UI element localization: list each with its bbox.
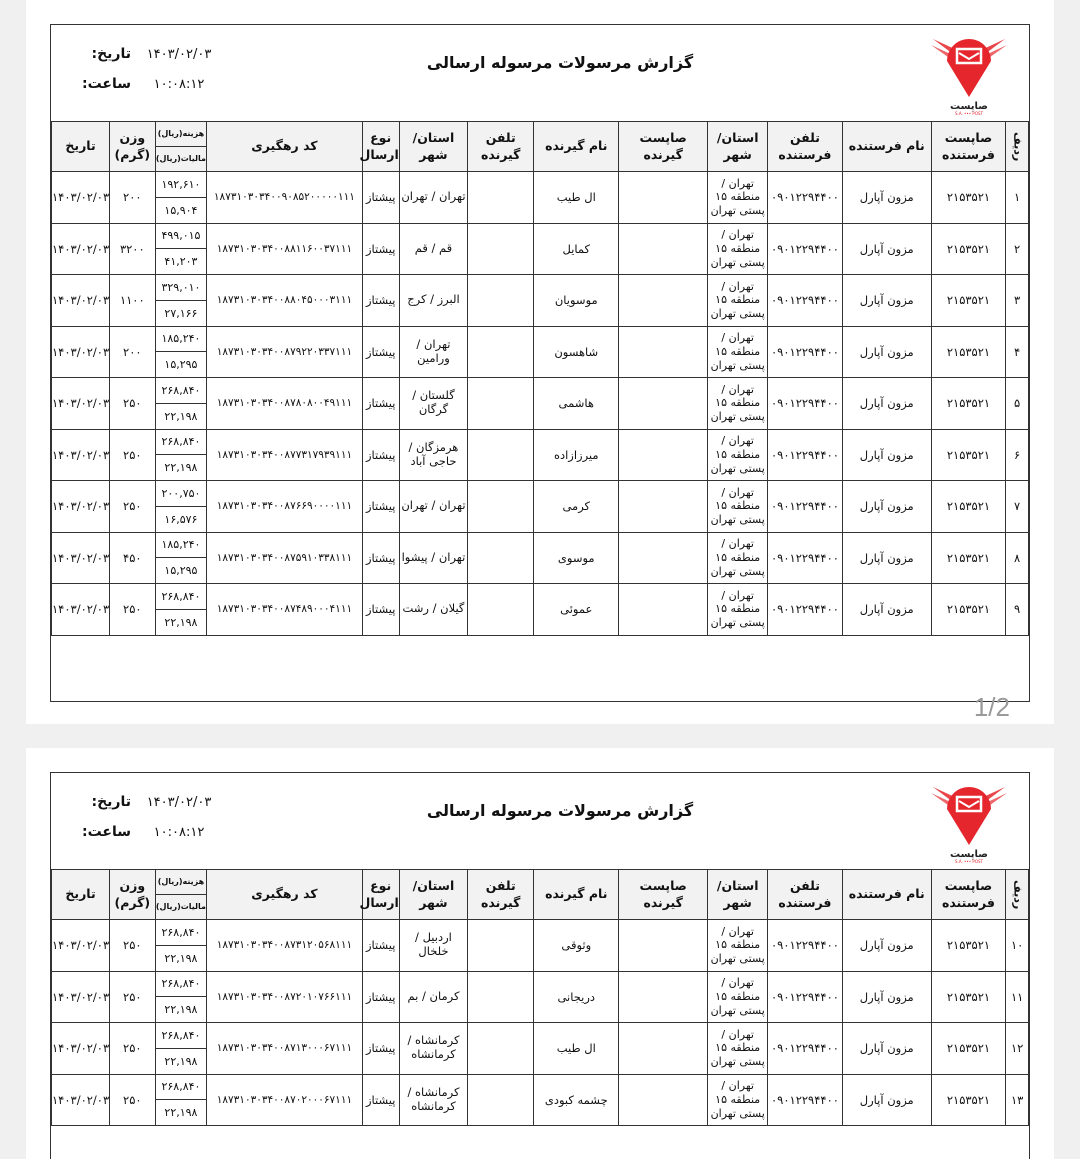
cell-sender-code: ۲۱۵۳۵۲۱	[931, 481, 1006, 533]
cell-receiver-loc: کرمانشاه / کرمانشاه	[399, 1074, 467, 1126]
cell-receiver-phone	[468, 584, 534, 636]
table-row[interactable]	[52, 920, 1029, 972]
cell-receiver-loc: البرز / کرج	[399, 275, 467, 327]
cell-sender-phone: ۰۹۰۱۲۲۹۴۴۰۰	[768, 920, 843, 972]
cell-radif: ۲	[1006, 223, 1029, 275]
table-header-row	[52, 122, 1029, 172]
cell-date: ۱۴۰۳/۰۲/۰۳	[52, 378, 110, 430]
cell-radif: ۳	[1006, 275, 1029, 327]
cell-weight: ۱۱۰۰	[110, 275, 156, 327]
cell-receiver-phone	[468, 1074, 534, 1126]
cell-cost: ۲۶۸,۸۴۰	[161, 977, 201, 991]
cell-cost-tax	[155, 971, 207, 1023]
cell-cost: ۲۶۸,۸۴۰	[161, 1028, 201, 1042]
header-weight: وزن (گرم)	[110, 122, 156, 172]
cell-receiver-name: عموئی	[534, 584, 619, 636]
cell-sender-loc: تهران / منطقه ۱۵ پستی تهران	[708, 326, 768, 378]
cell-tax: ۲۷,۱۶۶	[156, 300, 207, 326]
header-weight: وزن (گرم)	[110, 870, 156, 920]
cell-sender-loc: تهران / منطقه ۱۵ پستی تهران	[708, 920, 768, 972]
cell-cost: ۴۹۹,۰۱۵	[161, 229, 201, 243]
header-tax: مالیات(ریال)	[156, 894, 207, 919]
table-row[interactable]	[52, 1074, 1029, 1126]
cell-receiver-name: وثوقی	[534, 920, 619, 972]
cell-receiver-code	[619, 275, 708, 327]
cell-sender-loc: تهران / منطقه ۱۵ پستی تهران	[708, 1074, 768, 1126]
date-value: ۱۴۰۳/۰۲/۰۳	[146, 46, 212, 62]
cell-tracking[interactable]: ۱۸۷۳۱۰۳۰۳۴۰۰۸۷۷۳۱۷۹۳۹۱۱۱	[207, 429, 362, 481]
cell-sender-loc: تهران / منطقه ۱۵ پستی تهران	[708, 1023, 768, 1075]
cell-receiver-code	[619, 532, 708, 584]
cell-cost-tax	[155, 1023, 207, 1075]
cell-sender-phone: ۰۹۰۱۲۲۹۴۴۰۰	[768, 1023, 843, 1075]
cell-receiver-phone	[468, 378, 534, 430]
cell-tax: ۲۲,۱۹۸	[156, 1099, 207, 1125]
cell-sender-phone: ۰۹۰۱۲۲۹۴۴۰۰	[768, 971, 843, 1023]
header-sender-code: صاپست فرستنده	[931, 870, 1006, 920]
cell-send-type: پیشتاز	[362, 584, 399, 636]
report-header	[51, 25, 1029, 121]
table-row[interactable]	[52, 326, 1029, 378]
table-row[interactable]	[52, 971, 1029, 1023]
shipments-table	[51, 121, 1029, 636]
cell-weight: ۲۵۰	[110, 971, 156, 1023]
svg-text:S.A. ••• POST: S.A. ••• POST	[955, 859, 983, 863]
cell-receiver-code	[619, 1023, 708, 1075]
cell-sender-code: ۲۱۵۳۵۲۱	[931, 429, 1006, 481]
header-tracking: کد رهگیری	[207, 870, 362, 920]
cell-receiver-loc: گیلان / رشت	[399, 584, 467, 636]
cell-sender-name: مزون آپارل	[842, 1074, 931, 1126]
cell-weight: ۲۵۰	[110, 429, 156, 481]
cell-date: ۱۴۰۳/۰۲/۰۳	[52, 223, 110, 275]
cell-receiver-phone	[468, 429, 534, 481]
report-meta	[69, 39, 227, 99]
svg-text:صاپست: صاپست	[950, 849, 988, 860]
cell-sender-phone: ۰۹۰۱۲۲۹۴۴۰۰	[768, 275, 843, 327]
header-receiver-code: صاپست گیرنده	[619, 122, 708, 172]
header-sender-loc: استان/ شهر	[708, 870, 768, 920]
header-receiver-name: نام گیرنده	[534, 870, 619, 920]
cell-date: ۱۴۰۳/۰۲/۰۳	[52, 1023, 110, 1075]
page-indicator: 1/2	[973, 692, 1010, 722]
cell-tracking[interactable]: ۱۸۷۳۱۰۳۰۳۴۰۰۸۷۹۲۲۰۳۳۷۱۱۱	[207, 326, 362, 378]
cell-send-type: پیشتاز	[362, 172, 399, 224]
cell-date: ۱۴۰۳/۰۲/۰۳	[52, 1074, 110, 1126]
table-row[interactable]	[52, 1023, 1029, 1075]
cell-cost: ۳۲۹,۰۱۰	[161, 280, 201, 294]
cell-tracking[interactable]: ۱۸۷۳۱۰۳۰۳۴۰۰۸۷۵۹۱۰۳۳۸۱۱۱	[207, 532, 362, 584]
cell-cost-tax	[155, 326, 207, 378]
cell-cost-tax	[155, 429, 207, 481]
cell-send-type: پیشتاز	[362, 378, 399, 430]
cell-cost: ۲۶۸,۸۴۰	[161, 383, 201, 397]
cell-receiver-code	[619, 920, 708, 972]
cell-send-type: پیشتاز	[362, 532, 399, 584]
cell-tax: ۱۵,۲۹۵	[156, 351, 207, 377]
cell-cost-tax	[155, 1074, 207, 1126]
cell-tax: ۲۲,۱۹۸	[156, 945, 207, 971]
cell-sender-code: ۲۱۵۳۵۲۱	[931, 172, 1006, 224]
cell-cost: ۲۰۰,۷۵۰	[161, 486, 201, 500]
cell-sender-code: ۲۱۵۳۵۲۱	[931, 223, 1006, 275]
cell-sender-name: مزون آپارل	[842, 326, 931, 378]
cell-sender-phone: ۰۹۰۱۲۲۹۴۴۰۰	[768, 1074, 843, 1126]
cell-radif: ۱۳	[1006, 1074, 1029, 1126]
header-receiver-phone: تلفن گیرنده	[468, 122, 534, 172]
cell-cost: ۲۶۸,۸۴۰	[161, 589, 201, 603]
cell-tracking[interactable]: ۱۸۷۳۱۰۳۰۳۴۰۰۸۷۰۲۰۰۰۶۷۱۱۱	[207, 1074, 362, 1126]
cell-sender-loc: تهران / منطقه ۱۵ پستی تهران	[708, 223, 768, 275]
table-row[interactable]	[52, 275, 1029, 327]
cell-send-type: پیشتاز	[362, 1023, 399, 1075]
cell-sender-loc: تهران / منطقه ۱۵ پستی تهران	[708, 378, 768, 430]
cell-sender-name: مزون آپارل	[842, 481, 931, 533]
cell-receiver-phone	[468, 172, 534, 224]
cell-receiver-code	[619, 172, 708, 224]
cell-tax: ۴۱,۲۰۳	[156, 248, 207, 274]
cell-date: ۱۴۰۳/۰۲/۰۳	[52, 275, 110, 327]
cell-receiver-loc: تهران / ورامین	[399, 326, 467, 378]
cell-receiver-code	[619, 326, 708, 378]
cell-cost: ۲۶۸,۸۴۰	[161, 925, 201, 939]
cell-sender-code: ۲۱۵۳۵۲۱	[931, 326, 1006, 378]
cell-sender-loc: تهران / منطقه ۱۵ پستی تهران	[708, 971, 768, 1023]
cell-date: ۱۴۰۳/۰۲/۰۳	[52, 920, 110, 972]
header-tax: مالیات(ریال)	[156, 146, 207, 171]
cell-sender-loc: تهران / منطقه ۱۵ پستی تهران	[708, 429, 768, 481]
header-cost: هزینه(ریال)	[157, 876, 205, 886]
cell-receiver-code	[619, 481, 708, 533]
cell-weight: ۲۵۰	[110, 1023, 156, 1075]
cell-cost: ۲۶۸,۸۴۰	[161, 1080, 201, 1094]
cell-receiver-loc: کرمانشاه / کرمانشاه	[399, 1023, 467, 1075]
cell-sender-loc: تهران / منطقه ۱۵ پستی تهران	[708, 532, 768, 584]
cell-tax: ۱۵,۹۰۴	[156, 197, 207, 223]
shipments-table	[51, 869, 1029, 1126]
header-date: تاریخ	[52, 122, 110, 172]
cell-receiver-code	[619, 971, 708, 1023]
cell-radif: ۵	[1006, 378, 1029, 430]
cell-receiver-name: کمایل	[534, 223, 619, 275]
cell-weight: ۲۵۰	[110, 481, 156, 533]
table-row[interactable]	[52, 481, 1029, 533]
table-row[interactable]	[52, 223, 1029, 275]
cell-receiver-code	[619, 429, 708, 481]
cell-tracking[interactable]: ۱۸۷۳۱۰۳۰۳۴۰۰۸۷۳۱۲۰۵۶۸۱۱۱	[207, 920, 362, 972]
cell-tracking[interactable]: ۱۸۷۳۱۰۳۰۳۴۰۰۸۸۰۴۵۰۰۰۳۱۱۱	[207, 275, 362, 327]
cell-receiver-loc: کرمان / بم	[399, 971, 467, 1023]
cell-sender-name: مزون آپارل	[842, 532, 931, 584]
cell-cost: ۱۸۵,۲۴۰	[161, 332, 201, 346]
cell-radif: ۱	[1006, 172, 1029, 224]
cell-receiver-loc: گلستان / گرگان	[399, 378, 467, 430]
cell-tracking[interactable]: ۱۸۷۳۱۰۳۰۳۴۰۰۸۸۱۱۶۰۰۳۷۱۱۱	[207, 223, 362, 275]
cell-sender-phone: ۰۹۰۱۲۲۹۴۴۰۰	[768, 584, 843, 636]
cell-radif: ۱۰	[1006, 920, 1029, 972]
cell-weight: ۲۵۰	[110, 378, 156, 430]
cell-tracking[interactable]: ۱۸۷۳۱۰۳۰۳۴۰۰۹۰۸۵۲۰۰۰۰۰۱۱۱	[207, 172, 362, 224]
svg-text:S.A. ••• POST: S.A. ••• POST	[955, 111, 983, 115]
header-send-type: نوع ارسال	[362, 122, 399, 172]
report-header	[51, 773, 1029, 869]
cell-date: ۱۴۰۳/۰۲/۰۳	[52, 429, 110, 481]
header-receiver-name: نام گیرنده	[534, 122, 619, 172]
header-tracking: کد رهگیری	[207, 122, 362, 172]
report-page-1	[26, 0, 1054, 724]
cell-send-type: پیشتاز	[362, 326, 399, 378]
header-sender-loc: استان/ شهر	[708, 122, 768, 172]
cell-send-type: پیشتاز	[362, 920, 399, 972]
cell-cost-tax	[155, 481, 207, 533]
sapost-logo	[929, 31, 1009, 115]
cell-tax: ۱۶,۵۷۶	[156, 506, 207, 532]
header-cost: هزینه(ریال)	[157, 128, 205, 138]
cell-sender-name: مزون آپارل	[842, 429, 931, 481]
cell-weight: ۲۵۰	[110, 1074, 156, 1126]
cell-receiver-name: کرمی	[534, 481, 619, 533]
cell-receiver-loc: هرمزگان / حاجی آباد	[399, 429, 467, 481]
cell-receiver-code	[619, 223, 708, 275]
header-sender-phone: تلفن فرستنده	[768, 122, 843, 172]
cell-sender-loc: تهران / منطقه ۱۵ پستی تهران	[708, 584, 768, 636]
cell-sender-phone: ۰۹۰۱۲۲۹۴۴۰۰	[768, 532, 843, 584]
sapost-logo	[929, 779, 1009, 863]
cell-receiver-loc: اردبیل / خلخال	[399, 920, 467, 972]
date-label: تاریخ:	[91, 794, 131, 810]
report-frame	[50, 24, 1030, 702]
cell-sender-loc: تهران / منطقه ۱۵ پستی تهران	[708, 275, 768, 327]
cell-date: ۱۴۰۳/۰۲/۰۳	[52, 532, 110, 584]
cell-receiver-name: میرزازاده	[534, 429, 619, 481]
cell-sender-code: ۲۱۵۳۵۲۱	[931, 378, 1006, 430]
cell-sender-name: مزون آپارل	[842, 223, 931, 275]
table-header-row	[52, 870, 1029, 920]
header-radif: ردیف	[1006, 870, 1029, 920]
cell-receiver-loc: تهران / پیشوا	[399, 532, 467, 584]
cell-send-type: پیشتاز	[362, 481, 399, 533]
cell-tax: ۲۲,۱۹۸	[156, 609, 207, 635]
cell-sender-phone: ۰۹۰۱۲۲۹۴۴۰۰	[768, 326, 843, 378]
cell-sender-name: مزون آپارل	[842, 172, 931, 224]
header-sender-code: صاپست فرستنده	[931, 122, 1006, 172]
cell-receiver-name: ال طیب	[534, 172, 619, 224]
cell-receiver-code	[619, 1074, 708, 1126]
header-sender-name: نام فرستنده	[842, 122, 931, 172]
cell-receiver-phone	[468, 481, 534, 533]
cell-sender-name: مزون آپارل	[842, 971, 931, 1023]
report-page-2	[26, 748, 1054, 1159]
cell-cost-tax	[155, 275, 207, 327]
cell-sender-phone: ۰۹۰۱۲۲۹۴۴۰۰	[768, 481, 843, 533]
cell-tracking[interactable]: ۱۸۷۳۱۰۳۰۳۴۰۰۸۷۱۳۰۰۰۶۷۱۱۱	[207, 1023, 362, 1075]
cell-send-type: پیشتاز	[362, 223, 399, 275]
cell-sender-phone: ۰۹۰۱۲۲۹۴۴۰۰	[768, 429, 843, 481]
cell-cost-tax	[155, 378, 207, 430]
header-radif: ردیف	[1006, 122, 1029, 172]
cell-weight: ۳۲۰۰	[110, 223, 156, 275]
cell-sender-phone: ۰۹۰۱۲۲۹۴۴۰۰	[768, 223, 843, 275]
cell-weight: ۲۵۰	[110, 584, 156, 636]
cell-sender-code: ۲۱۵۳۵۲۱	[931, 584, 1006, 636]
cell-sender-code: ۲۱۵۳۵۲۱	[931, 971, 1006, 1023]
cell-cost: ۱۹۲,۶۱۰	[161, 177, 201, 191]
header-sender-name: نام فرستنده	[842, 870, 931, 920]
cell-date: ۱۴۰۳/۰۲/۰۳	[52, 326, 110, 378]
header-receiver-loc: استان/ شهر	[399, 870, 467, 920]
cell-sender-name: مزون آپارل	[842, 378, 931, 430]
time-value: ۱۰:۰۸:۱۲	[153, 824, 205, 840]
cell-sender-loc: تهران / منطقه ۱۵ پستی تهران	[708, 172, 768, 224]
header-send-type: نوع ارسال	[362, 870, 399, 920]
report-meta	[69, 787, 227, 847]
cell-receiver-phone	[468, 532, 534, 584]
cell-weight: ۲۰۰	[110, 326, 156, 378]
table-row[interactable]	[52, 172, 1029, 224]
cell-sender-phone: ۰۹۰۱۲۲۹۴۴۰۰	[768, 378, 843, 430]
cell-cost-tax	[155, 223, 207, 275]
cell-tracking[interactable]: ۱۸۷۳۱۰۳۰۳۴۰۰۸۷۸۰۸۰۰۴۹۱۱۱	[207, 378, 362, 430]
cell-receiver-name: موسویان	[534, 275, 619, 327]
cell-radif: ۴	[1006, 326, 1029, 378]
cell-cost: ۲۶۸,۸۴۰	[161, 435, 201, 449]
cell-receiver-phone	[468, 920, 534, 972]
cell-sender-code: ۲۱۵۳۵۲۱	[931, 920, 1006, 972]
header-date: تاریخ	[52, 870, 110, 920]
report-title: گزارش مرسولات مرسوله ارسالی	[426, 801, 694, 820]
cell-receiver-phone	[468, 223, 534, 275]
cell-cost-tax	[155, 172, 207, 224]
cell-receiver-phone	[468, 1023, 534, 1075]
cell-receiver-name: شاهسون	[534, 326, 619, 378]
svg-text:صاپست: صاپست	[950, 101, 988, 112]
cell-receiver-name: ال طیب	[534, 1023, 619, 1075]
cell-sender-name: مزون آپارل	[842, 1023, 931, 1075]
header-cost-tax	[155, 122, 207, 172]
cell-sender-name: مزون آپارل	[842, 275, 931, 327]
header-receiver-code: صاپست گیرنده	[619, 870, 708, 920]
cell-radif: ۶	[1006, 429, 1029, 481]
header-cost-tax	[155, 870, 207, 920]
cell-tracking[interactable]: ۱۸۷۳۱۰۳۰۳۴۰۰۸۷۲۰۱۰۷۶۶۱۱۱	[207, 971, 362, 1023]
time-value: ۱۰:۰۸:۱۲	[153, 76, 205, 92]
cell-receiver-phone	[468, 275, 534, 327]
cell-tax: ۲۲,۱۹۸	[156, 454, 207, 480]
time-label: ساعت:	[81, 76, 131, 92]
cell-cost-tax	[155, 920, 207, 972]
cell-sender-name: مزون آپارل	[842, 584, 931, 636]
cell-cost-tax	[155, 584, 207, 636]
header-sender-phone: تلفن فرستنده	[768, 870, 843, 920]
cell-receiver-name: هاشمی	[534, 378, 619, 430]
cell-send-type: پیشتاز	[362, 429, 399, 481]
cell-receiver-phone	[468, 326, 534, 378]
cell-receiver-name: دریجانی	[534, 971, 619, 1023]
report-title: گزارش مرسولات مرسوله ارسالی	[426, 53, 694, 72]
cell-receiver-phone	[468, 971, 534, 1023]
cell-weight: ۲۵۰	[110, 920, 156, 972]
cell-receiver-code	[619, 584, 708, 636]
cell-receiver-name: موسوی	[534, 532, 619, 584]
cell-receiver-loc: تهران / تهران	[399, 481, 467, 533]
cell-tax: ۲۲,۱۹۸	[156, 996, 207, 1022]
header-receiver-phone: تلفن گیرنده	[468, 870, 534, 920]
cell-date: ۱۴۰۳/۰۲/۰۳	[52, 481, 110, 533]
cell-radif: ۸	[1006, 532, 1029, 584]
cell-tax: ۱۵,۲۹۵	[156, 557, 207, 583]
cell-receiver-loc: قم / قم	[399, 223, 467, 275]
cell-receiver-loc: تهران / تهران	[399, 172, 467, 224]
cell-tax: ۲۲,۱۹۸	[156, 1048, 207, 1074]
table-row[interactable]	[52, 584, 1029, 636]
cell-send-type: پیشتاز	[362, 1074, 399, 1126]
cell-sender-code: ۲۱۵۳۵۲۱	[931, 532, 1006, 584]
cell-sender-loc: تهران / منطقه ۱۵ پستی تهران	[708, 481, 768, 533]
cell-date: ۱۴۰۳/۰۲/۰۳	[52, 172, 110, 224]
date-value: ۱۴۰۳/۰۲/۰۳	[146, 794, 212, 810]
cell-radif: ۱۱	[1006, 971, 1029, 1023]
cell-sender-code: ۲۱۵۳۵۲۱	[931, 275, 1006, 327]
cell-weight: ۴۵۰	[110, 532, 156, 584]
cell-date: ۱۴۰۳/۰۲/۰۳	[52, 971, 110, 1023]
time-label: ساعت:	[81, 824, 131, 840]
table-row[interactable]	[52, 532, 1029, 584]
cell-receiver-code	[619, 378, 708, 430]
header-receiver-loc: استان/ شهر	[399, 122, 467, 172]
cell-sender-phone: ۰۹۰۱۲۲۹۴۴۰۰	[768, 172, 843, 224]
table-row[interactable]	[52, 378, 1029, 430]
cell-sender-code: ۲۱۵۳۵۲۱	[931, 1074, 1006, 1126]
cell-sender-name: مزون آپارل	[842, 920, 931, 972]
cell-sender-code: ۲۱۵۳۵۲۱	[931, 1023, 1006, 1075]
cell-cost: ۱۸۵,۲۴۰	[161, 538, 201, 552]
report-frame	[50, 772, 1030, 1159]
table-row[interactable]	[52, 429, 1029, 481]
cell-tracking[interactable]: ۱۸۷۳۱۰۳۰۳۴۰۰۸۷۶۶۹۰۰۰۰۱۱۱	[207, 481, 362, 533]
cell-cost-tax	[155, 532, 207, 584]
cell-weight: ۲۰۰	[110, 172, 156, 224]
cell-radif: ۱۲	[1006, 1023, 1029, 1075]
cell-send-type: پیشتاز	[362, 275, 399, 327]
date-label: تاریخ:	[91, 46, 131, 62]
cell-radif: ۷	[1006, 481, 1029, 533]
cell-date: ۱۴۰۳/۰۲/۰۳	[52, 584, 110, 636]
cell-send-type: پیشتاز	[362, 971, 399, 1023]
cell-tracking[interactable]: ۱۸۷۳۱۰۳۰۳۴۰۰۸۷۴۸۹۰۰۰۴۱۱۱	[207, 584, 362, 636]
cell-tax: ۲۲,۱۹۸	[156, 403, 207, 429]
cell-radif: ۹	[1006, 584, 1029, 636]
cell-receiver-name: چشمه کبودی	[534, 1074, 619, 1126]
